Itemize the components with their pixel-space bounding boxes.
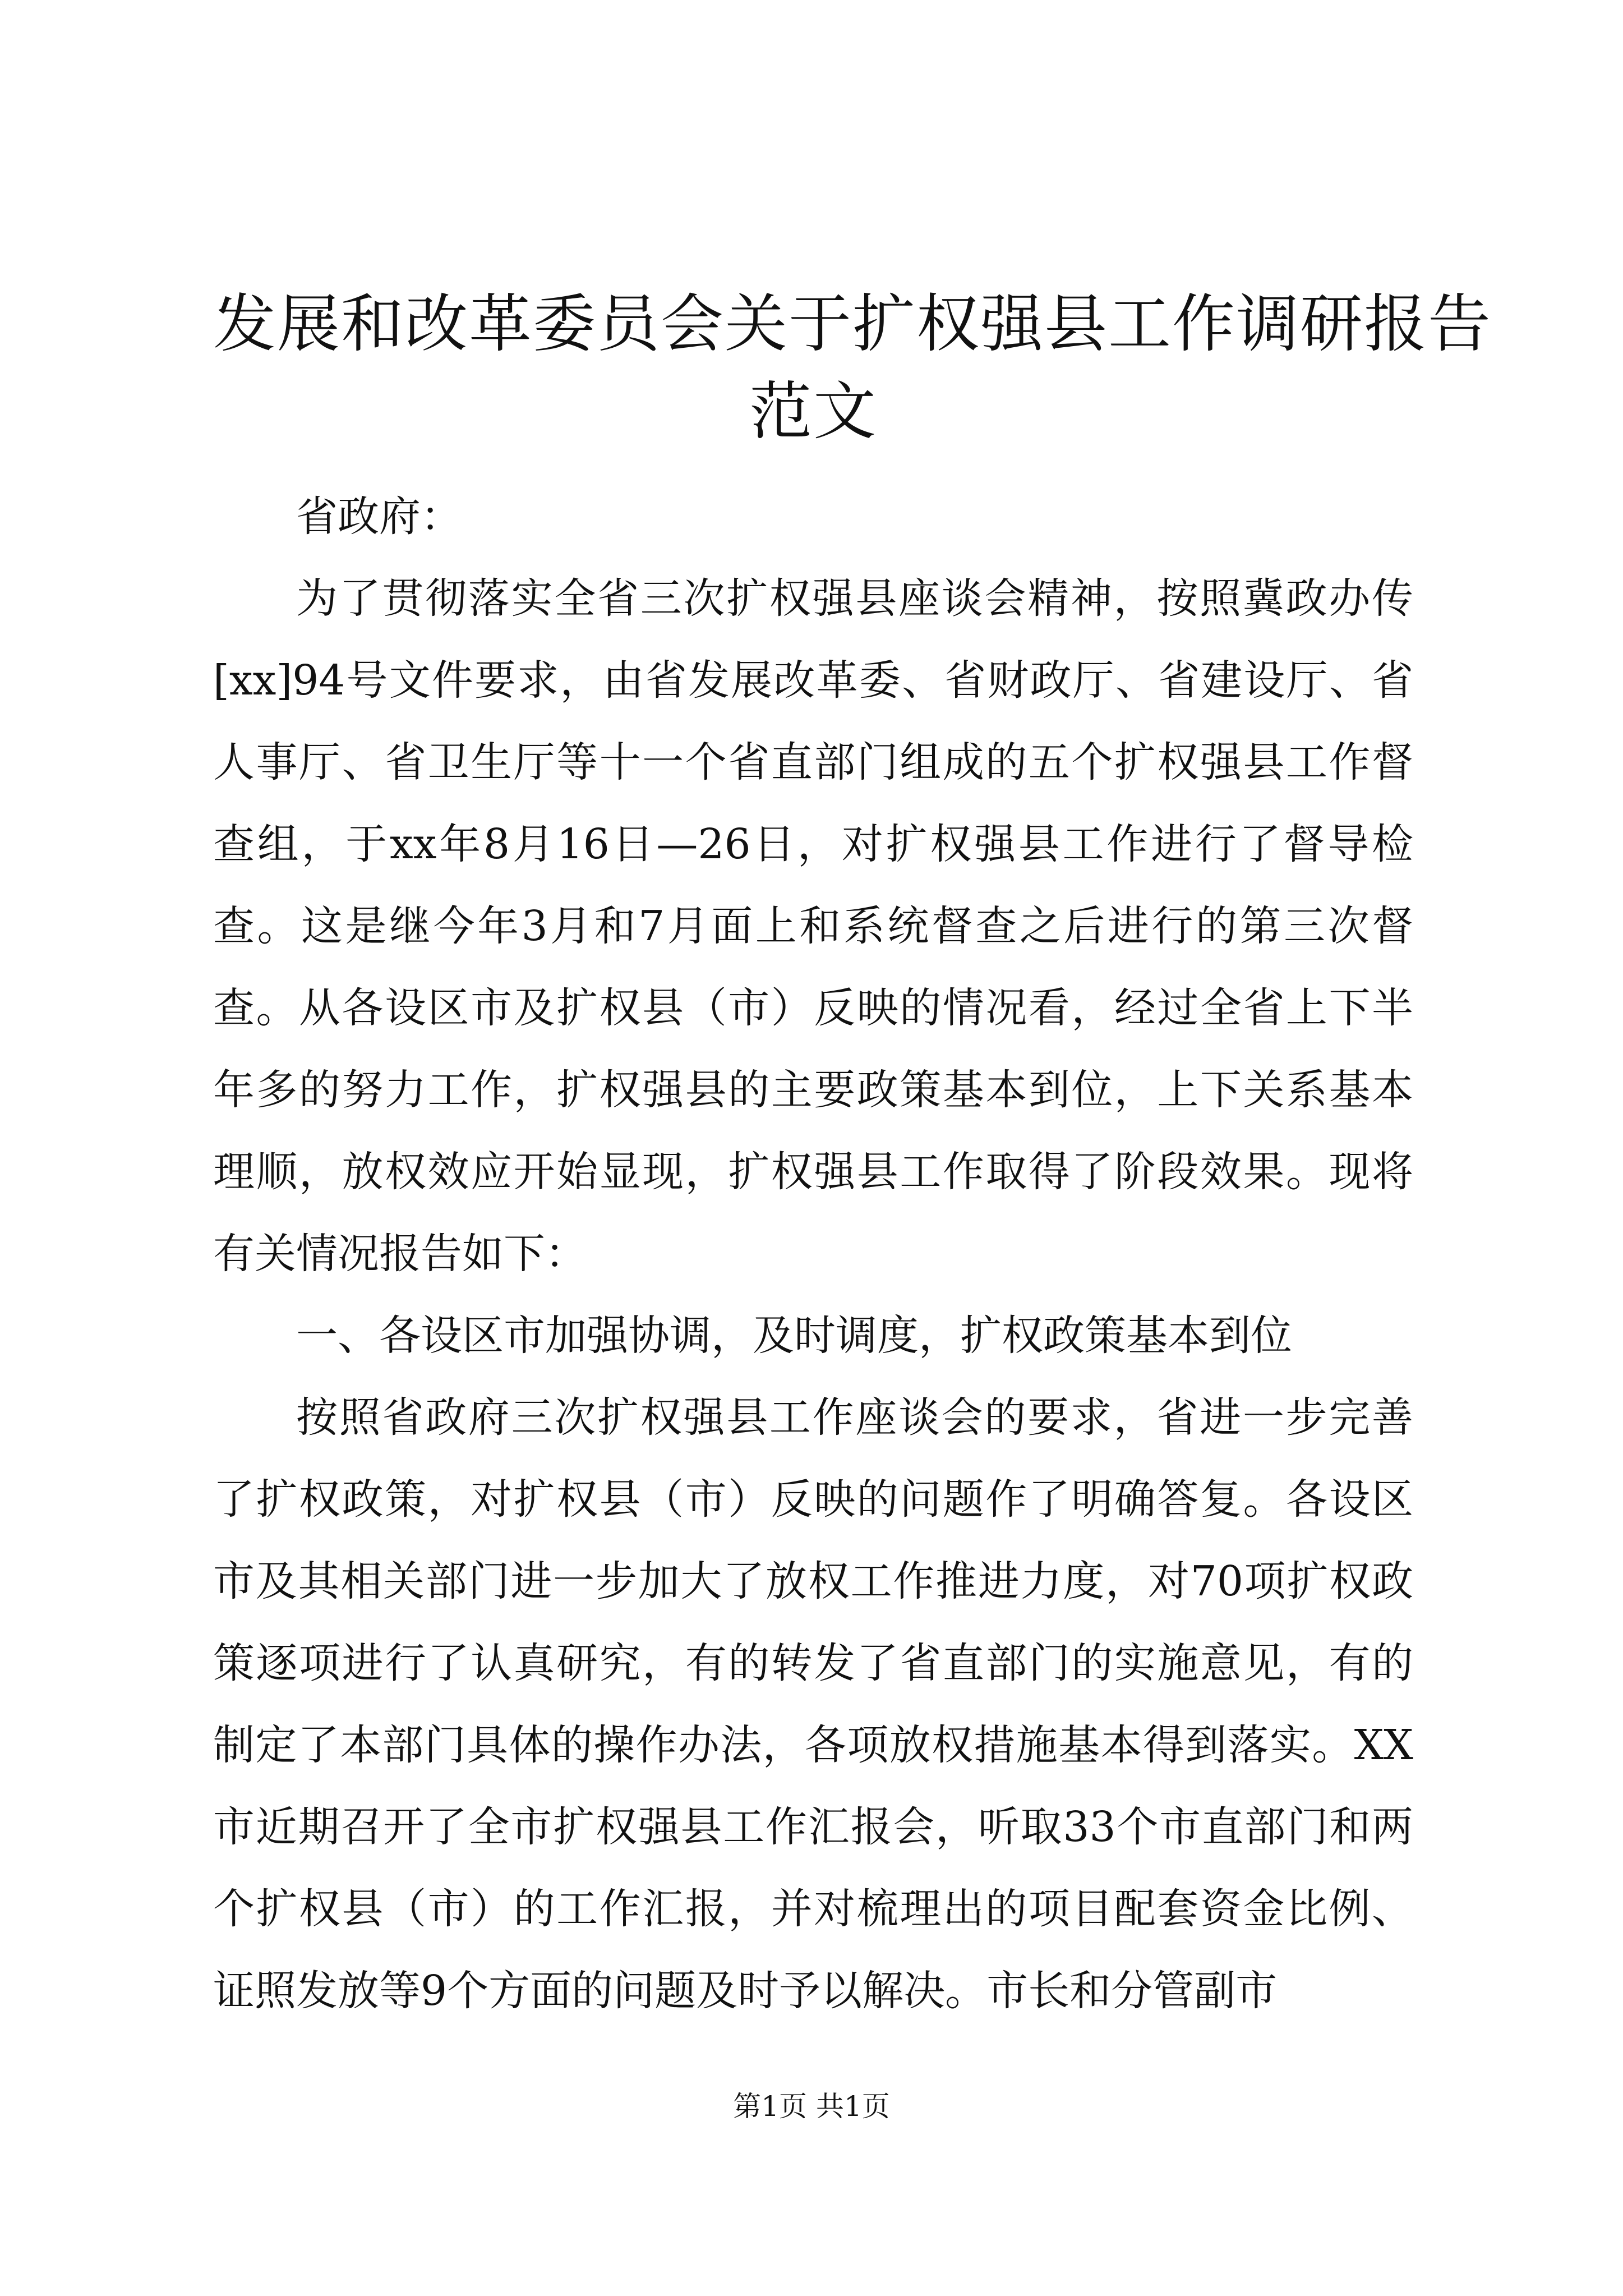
- page-footer: [0, 2087, 1623, 2126]
- page-indicator: 第1页 共1页: [733, 2090, 890, 2123]
- paragraph-intro: 为了贯彻落实全省三次扩权强县座谈会精神，按照冀政办传[xx]94号文件要求，由省发展改革委、省财政厅、省建设厅、省人事厅、省卫生厅等十一个省直部门组成的五个扩权强县工作督查组，于xx年8月16日—26日，对扩权强县工作进行了督导检查。这是继今年3月和7月面上和系统督查之后进行的第三次督查。从各设区市及扩权县（市）反映的情况看，经过全省上下半年多的努力工作，扩权强县的主要政策基本到位，上下关系基本理顺，放权效应开始显现，扩权强县工作取得了阶段效果。现将有关情况报告如下：: [213, 574, 1413, 1278]
- salutation: 省政府：: [296, 493, 462, 541]
- title-line-2: 范文: [749, 375, 877, 448]
- section-heading-1: 一、各设区市加强协调，及时调度，扩权政策基本到位: [296, 1312, 1292, 1360]
- document-title: [213, 280, 1492, 455]
- paragraph-section-1: 按照省政府三次扩权强县工作座谈会的要求，省进一步完善了扩权政策，对扩权县（市）反映的问题作了明确答复。各设区市及其相关部门进一步加大了放权工作推进力度，对70项扩权政策逐项进行了认真研究，有的转发了省直部门的实施意见，有的制定了本部门具体的操作办法，各项放权措施基本得到落实。XX市近期召开了全市扩权强县工作汇报会，听取33个市直部门和两个扩权县（市）的工作汇报，并对梳理出的项目配套资金比例、证照发放等9个方面的问题及时予以解决。市长和分管副市: [213, 1393, 1413, 2015]
- title-line-1: 发展和改革委员会关于扩权强县工作调研报告: [213, 288, 1492, 361]
- document-body: [213, 280, 1492, 2032]
